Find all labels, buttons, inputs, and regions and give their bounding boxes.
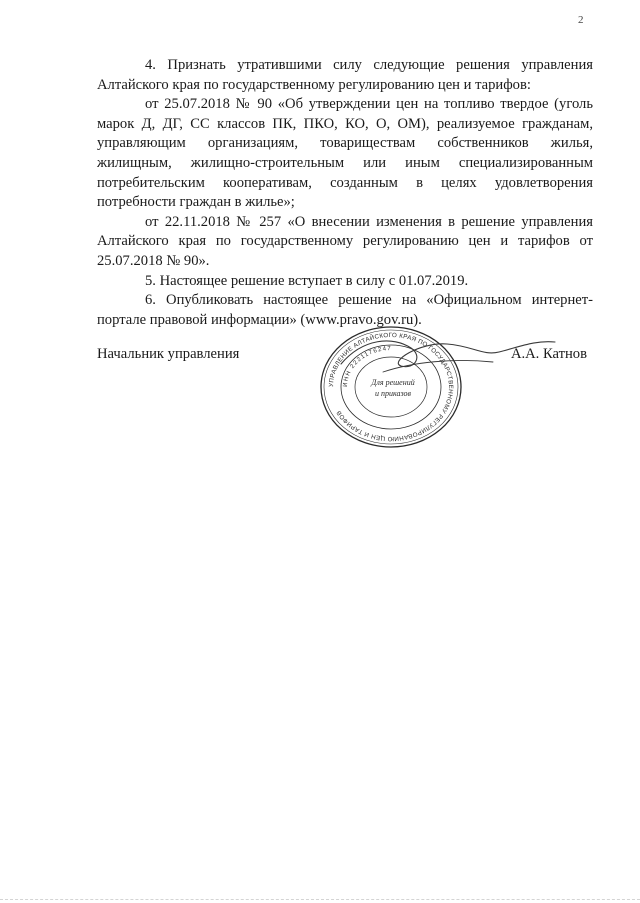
seal-center-line-2: и приказов (374, 389, 412, 398)
official-seal-stamp (313, 324, 469, 450)
signatory-name: А.А. Катнов (510, 346, 587, 362)
seal-inner-text: ИНН 2221176247 (342, 345, 392, 388)
signature-block (97, 331, 593, 476)
paragraph-decision-90: от 25.07.2018 № 90 «Об утверждении цен на топливо твердое (уголь марок Д, ДГ, СС классов ПК, ПКО, КО, О, ОМ), реализуемое гражданам, управляющим организациям, товариществам собственников жилья, жилищным, жилищно-строительным или иным специализированным потребительским кооперативам, созданным в целях удовлетворения потребности граждан в жилье»; (97, 96, 593, 211)
seal-center-line-1: Для решений (371, 378, 415, 387)
paragraph-item-4: 4. Признать утратившими силу следующие решения управления Алтайского края по государственному регулированию цен и тарифов: (97, 57, 593, 93)
paragraph-decision-257: от 22.11.2018 № 257 «О внесении изменения в решение управления Алтайского края по государственному регулированию цен и тарифов от 25.07.2018 № 90». (97, 213, 593, 269)
paragraph-item-6: 6. Опубликовать настоящее решение на «Официальном интернет-портале правовой информации» (www.pravo.gov.ru). (97, 292, 593, 328)
signatory-title: Начальник управления (97, 346, 240, 362)
document-body (97, 56, 593, 330)
paragraph-item-5: 5. Настоящее решение вступает в силу с 01.07.2019. (145, 272, 469, 289)
seal-outer-text: УПРАВЛЕНИЕ АЛТАЙСКОГО КРАЯ ПО ГОСУДАРСТВЕННОМУ РЕГУЛИРОВАНИЮ ЦЕН И ТАРИФОВ (327, 331, 455, 443)
scan-bottom-edge (0, 899, 640, 900)
page-number: 2 (578, 14, 584, 26)
